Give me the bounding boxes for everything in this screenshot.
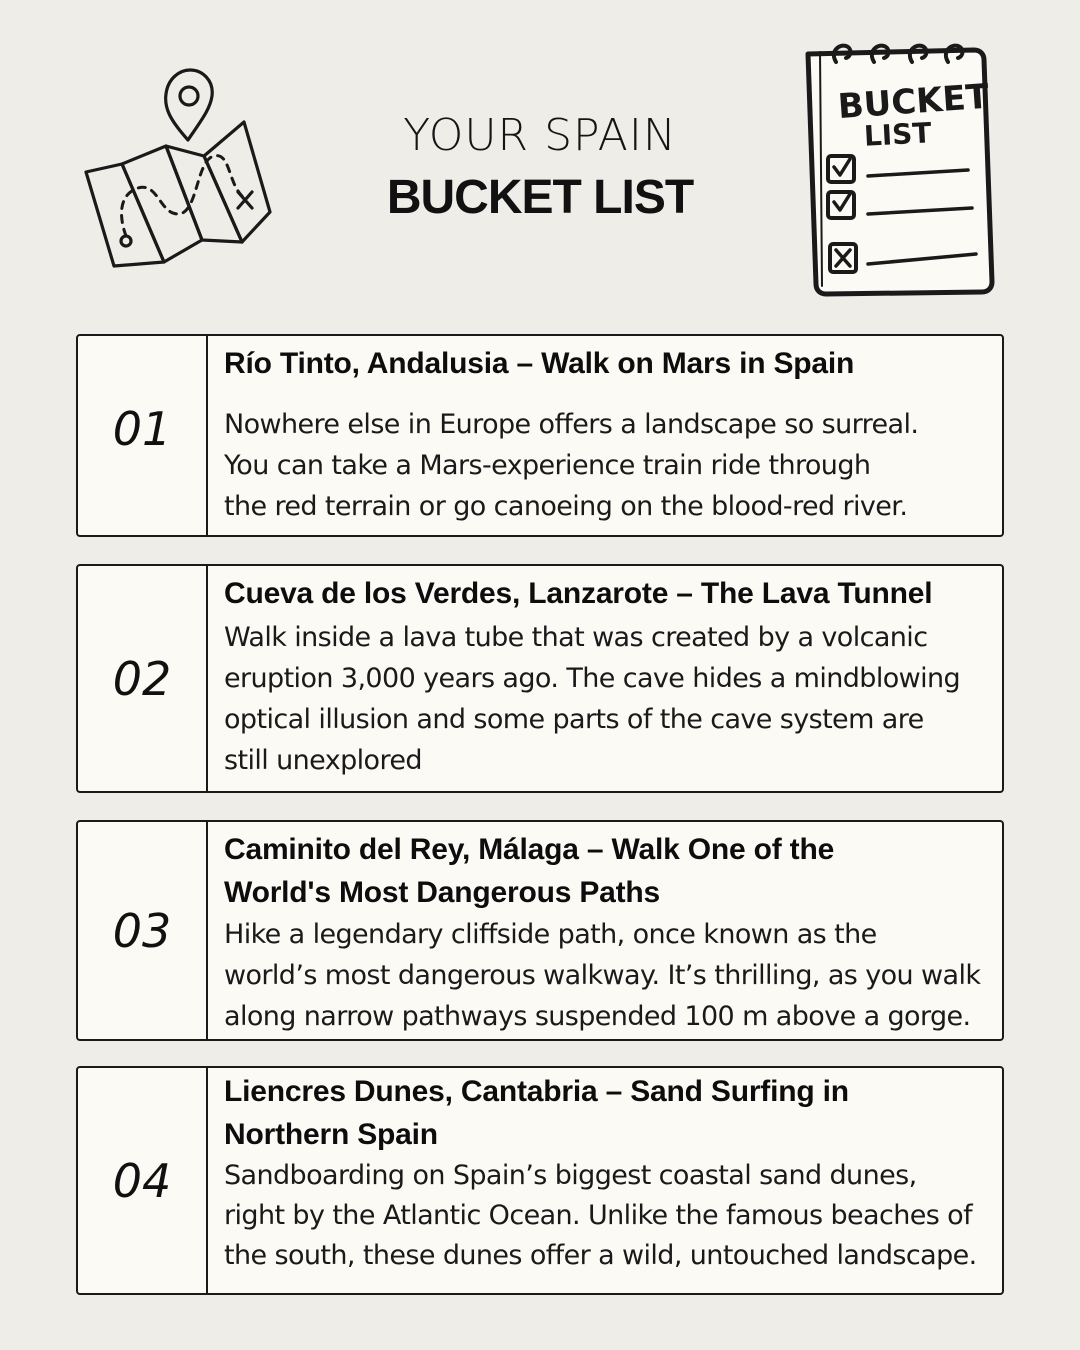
item-heading: Cueva de los Verdes, Lanzarote – The Lava Tunnel [224,577,933,610]
item-heading-line: Caminito del Rey, Málaga – Walk One of the [224,833,835,866]
item-heading-line: World's Most Dangerous Paths [224,876,661,909]
card-divider [206,336,208,535]
item-description-line: You can take a Mars-experience train ride through [224,450,871,481]
bucket-list-item-2 [76,564,1004,793]
item-number: 04 [112,1154,172,1208]
item-description-line: Walk inside a lava tube that was created by a volcanic [224,622,928,653]
title-line-2: BUCKET LIST [386,171,694,224]
item-description-line: along narrow pathways suspended 100 m above a gorge. [224,1001,971,1032]
folded-map-with-pin-icon [78,64,278,274]
item-number: 02 [112,652,172,706]
item-description-line: optical illusion and some parts of the cave system are [224,704,924,735]
card-divider [206,566,208,791]
title-line-1: YOUR SPAIN [403,110,677,161]
item-description-line: eruption 3,000 years ago. The cave hides a mindblowing [224,663,961,694]
item-heading-line: Liencres Dunes, Cantabria – Sand Surfing in [224,1075,849,1108]
item-description-line: the south, these dunes offer a wild, untouched landscape. [224,1240,977,1271]
card-divider [206,1068,208,1293]
item-description-line: Sandboarding on Spain’s biggest coastal sand dunes, [224,1160,917,1191]
bucket-list-item-4 [76,1066,1004,1295]
bucket-list-item-1 [76,334,1004,537]
notepad-lettering-bucket: BUCKET [836,76,991,128]
page-title [340,108,740,232]
item-heading-line: Northern Spain [224,1118,438,1151]
item-description-line: the red terrain or go canoeing on the blood-red river. [224,491,908,522]
item-number: 03 [112,904,172,958]
notepad-lettering-list: LIST [863,116,933,153]
item-number: 01 [112,402,172,456]
bucket-list-item-3 [76,820,1004,1041]
card-divider [206,822,208,1039]
item-heading: Río Tinto, Andalusia – Walk on Mars in Spain [224,347,855,380]
bucket-list-notepad-icon [798,36,1004,298]
item-description-line: Nowhere else in Europe offers a landscape so surreal. [224,409,919,440]
item-description-line: world’s most dangerous walkway. It’s thrilling, as you walk [224,960,981,991]
item-description-line: right by the Atlantic Ocean. Unlike the famous beaches of [224,1200,973,1231]
item-description-line: still unexplored [224,745,422,776]
item-description-line: Hike a legendary cliffside path, once known as the [224,919,877,950]
